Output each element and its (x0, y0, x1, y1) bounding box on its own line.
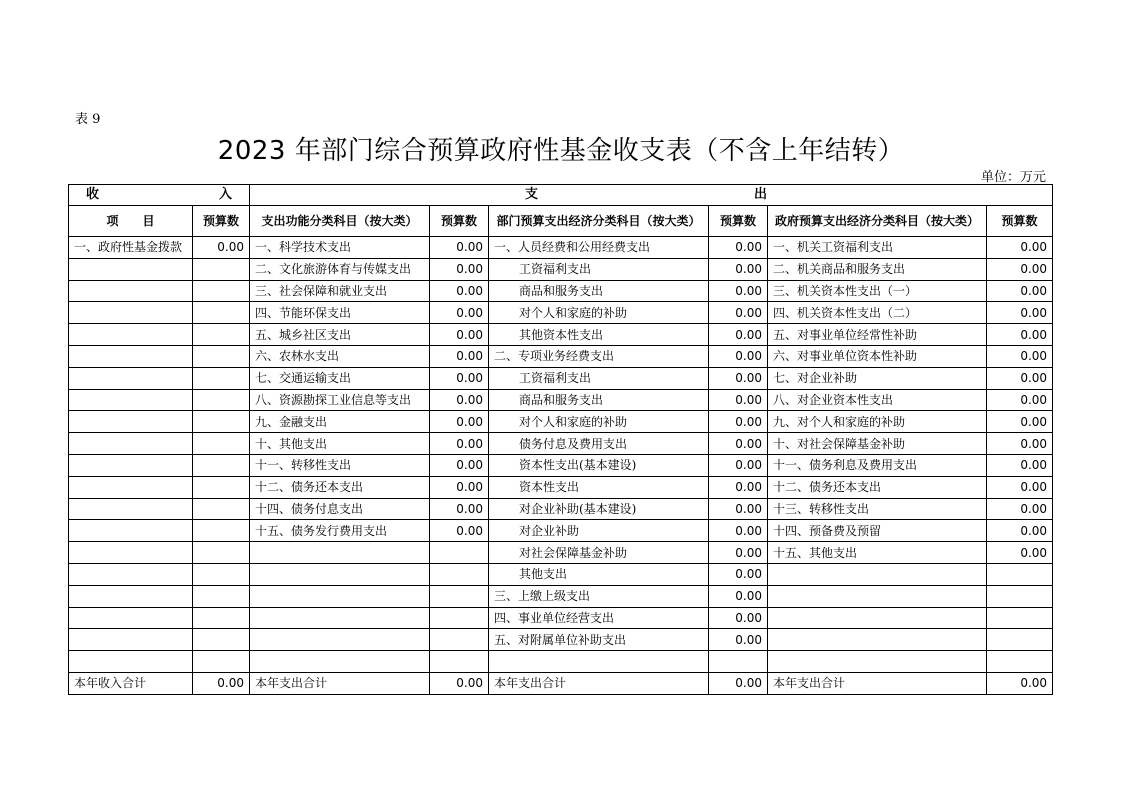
table-row (69, 389, 1053, 411)
income-value (193, 345, 250, 367)
dept-econ-item: 商品和服务支出 (489, 280, 709, 302)
gov-econ-item: 一、机关工资福利支出 (768, 237, 987, 259)
func-value: 0.00 (430, 476, 489, 498)
dept-econ-item (489, 651, 709, 673)
func-item: 四、节能环保支出 (250, 302, 430, 324)
table-row (69, 237, 1053, 259)
col-header-budget: 预算数 (709, 206, 768, 237)
income-item (69, 476, 193, 498)
col-header-func: 支出功能分类科目（按大类） (250, 206, 430, 237)
gov-econ-value: 0.00 (987, 258, 1053, 280)
dept-econ-value: 0.00 (709, 367, 768, 389)
dept-econ-value: 0.00 (709, 389, 768, 411)
gov-econ-item: 三、机关资本性支出（一） (768, 280, 987, 302)
func-item (250, 542, 430, 564)
func-item: 十五、债务发行费用支出 (250, 520, 430, 542)
func-item: 七、交通运输支出 (250, 367, 430, 389)
func-item: 二、文化旅游体育与传媒支出 (250, 258, 430, 280)
gov-econ-item (768, 651, 987, 673)
func-item: 一、科学技术支出 (250, 237, 430, 259)
func-item (250, 563, 430, 585)
dept-econ-item: 二、专项业务经费支出 (489, 345, 709, 367)
gov-econ-value (987, 585, 1053, 607)
income-value (193, 389, 250, 411)
total-dept-econ-item: 本年支出合计 (489, 672, 709, 694)
dept-econ-value: 0.00 (709, 629, 768, 651)
gov-econ-value: 0.00 (987, 280, 1053, 302)
gov-econ-value: 0.00 (987, 411, 1053, 433)
table-row (69, 324, 1053, 346)
table-row (69, 302, 1053, 324)
dept-econ-value: 0.00 (709, 563, 768, 585)
dept-econ-item: 商品和服务支出 (489, 389, 709, 411)
func-item (250, 585, 430, 607)
gov-econ-value: 0.00 (987, 345, 1053, 367)
func-value (430, 542, 489, 564)
table-row (69, 367, 1053, 389)
func-item: 五、城乡社区支出 (250, 324, 430, 346)
income-item: 一、政府性基金拨款 (69, 237, 193, 259)
gov-econ-item (768, 563, 987, 585)
income-item (69, 411, 193, 433)
total-func-item: 本年支出合计 (250, 672, 430, 694)
income-item (69, 607, 193, 629)
gov-econ-item: 五、对事业单位经常性补助 (768, 324, 987, 346)
expense-header-left: 支 (525, 187, 539, 202)
income-value (193, 258, 250, 280)
table-row (69, 542, 1053, 564)
dept-econ-value: 0.00 (709, 345, 768, 367)
income-item (69, 433, 193, 455)
dept-econ-item: 对社会保障基金补助 (489, 542, 709, 564)
income-header-left: 收 (86, 187, 100, 202)
income-value (193, 280, 250, 302)
dept-econ-value: 0.00 (709, 542, 768, 564)
func-value: 0.00 (430, 345, 489, 367)
dept-econ-value (709, 651, 768, 673)
header-row-sections (69, 185, 1053, 206)
gov-econ-item: 十、对社会保障基金补助 (768, 433, 987, 455)
dept-econ-item: 对个人和家庭的补助 (489, 411, 709, 433)
dept-econ-item: 债务付息及费用支出 (489, 433, 709, 455)
func-value: 0.00 (430, 324, 489, 346)
func-value: 0.00 (430, 302, 489, 324)
func-value: 0.00 (430, 367, 489, 389)
income-value (193, 498, 250, 520)
total-func-value: 0.00 (430, 672, 489, 694)
income-item (69, 563, 193, 585)
func-value: 0.00 (430, 433, 489, 455)
func-value: 0.00 (430, 411, 489, 433)
col-header-dept-econ: 部门预算支出经济分类科目（按大类） (489, 206, 709, 237)
table-row (69, 411, 1053, 433)
gov-econ-item: 十三、转移性支出 (768, 498, 987, 520)
income-value (193, 651, 250, 673)
income-value: 0.00 (193, 237, 250, 259)
dept-econ-item: 五、对附属单位补助支出 (489, 629, 709, 651)
dept-econ-item: 三、上缴上级支出 (489, 585, 709, 607)
dept-econ-item: 一、人员经费和公用经费支出 (489, 237, 709, 259)
gov-econ-value: 0.00 (987, 324, 1053, 346)
gov-econ-value: 0.00 (987, 498, 1053, 520)
table-row (69, 607, 1053, 629)
func-item: 六、农林水支出 (250, 345, 430, 367)
income-item (69, 629, 193, 651)
table-row (69, 563, 1053, 585)
dept-econ-item: 资本性支出(基本建设) (489, 454, 709, 476)
dept-econ-value: 0.00 (709, 280, 768, 302)
dept-econ-value: 0.00 (709, 237, 768, 259)
col-header-budget: 预算数 (193, 206, 250, 237)
income-value (193, 433, 250, 455)
gov-econ-item: 十一、债务利息及费用支出 (768, 454, 987, 476)
income-header-right: 入 (218, 187, 232, 202)
table-row (69, 454, 1053, 476)
func-item: 八、资源勘探工业信息等支出 (250, 389, 430, 411)
col-header-budget: 预算数 (987, 206, 1053, 237)
expense-section-header (250, 185, 1053, 206)
income-item (69, 389, 193, 411)
dept-econ-item: 资本性支出 (489, 476, 709, 498)
func-value: 0.00 (430, 389, 489, 411)
dept-econ-item: 其他资本性支出 (489, 324, 709, 346)
gov-econ-item: 六、对事业单位资本性补助 (768, 345, 987, 367)
gov-econ-value: 0.00 (987, 302, 1053, 324)
table-row (69, 433, 1053, 455)
gov-econ-item: 八、对企业资本性支出 (768, 389, 987, 411)
func-item: 九、金融支出 (250, 411, 430, 433)
dept-econ-item: 对企业补助 (489, 520, 709, 542)
income-item (69, 454, 193, 476)
income-section-header (69, 185, 250, 206)
table-row (69, 258, 1053, 280)
table-number: 表 9 (75, 112, 101, 127)
income-value (193, 302, 250, 324)
dept-econ-value: 0.00 (709, 520, 768, 542)
gov-econ-item: 四、机关资本性支出（二） (768, 302, 987, 324)
dept-econ-value: 0.00 (709, 433, 768, 455)
func-value (430, 607, 489, 629)
gov-econ-value: 0.00 (987, 433, 1053, 455)
func-value: 0.00 (430, 498, 489, 520)
gov-econ-value: 0.00 (987, 520, 1053, 542)
func-value (430, 651, 489, 673)
gov-econ-item (768, 629, 987, 651)
income-value (193, 324, 250, 346)
budget-table (68, 184, 1053, 695)
gov-econ-item: 十五、其他支出 (768, 542, 987, 564)
gov-econ-value: 0.00 (987, 542, 1053, 564)
func-value: 0.00 (430, 520, 489, 542)
expense-header-right: 出 (754, 187, 768, 202)
income-item (69, 542, 193, 564)
func-value: 0.00 (430, 280, 489, 302)
income-item (69, 258, 193, 280)
dept-econ-item: 四、事业单位经营支出 (489, 607, 709, 629)
gov-econ-item: 十四、预备费及预留 (768, 520, 987, 542)
dept-econ-item: 工资福利支出 (489, 258, 709, 280)
income-value (193, 585, 250, 607)
gov-econ-value (987, 651, 1053, 673)
income-value (193, 454, 250, 476)
gov-econ-value: 0.00 (987, 476, 1053, 498)
dept-econ-value: 0.00 (709, 585, 768, 607)
income-item (69, 498, 193, 520)
total-income-item: 本年收入合计 (69, 672, 193, 694)
dept-econ-value: 0.00 (709, 258, 768, 280)
gov-econ-value (987, 629, 1053, 651)
func-item: 十二、债务还本支出 (250, 476, 430, 498)
col-header-budget: 预算数 (430, 206, 489, 237)
income-value (193, 367, 250, 389)
func-value: 0.00 (430, 258, 489, 280)
func-item: 十、其他支出 (250, 433, 430, 455)
table-row (69, 498, 1053, 520)
income-value (193, 629, 250, 651)
income-value (193, 607, 250, 629)
dept-econ-item: 对企业补助(基本建设) (489, 498, 709, 520)
income-value (193, 563, 250, 585)
income-item (69, 280, 193, 302)
gov-econ-item (768, 607, 987, 629)
table-row (69, 629, 1053, 651)
income-item (69, 345, 193, 367)
gov-econ-item: 二、机关商品和服务支出 (768, 258, 987, 280)
table-row (69, 476, 1053, 498)
income-item (69, 324, 193, 346)
header-row-columns (69, 206, 1053, 237)
totals-row (69, 672, 1053, 694)
func-item (250, 651, 430, 673)
dept-econ-value: 0.00 (709, 454, 768, 476)
income-value (193, 411, 250, 433)
func-value (430, 585, 489, 607)
page-title: 2023 年部门综合预算政府性基金收支表（不含上年结转） (217, 136, 905, 166)
income-value (193, 476, 250, 498)
total-dept-econ-value: 0.00 (709, 672, 768, 694)
total-gov-econ-value: 0.00 (987, 672, 1053, 694)
col-header-item: 项 目 (69, 206, 193, 237)
func-item: 十四、债务付息支出 (250, 498, 430, 520)
col-header-gov-econ: 政府预算支出经济分类科目（按大类） (768, 206, 987, 237)
dept-econ-value: 0.00 (709, 302, 768, 324)
gov-econ-item: 九、对个人和家庭的补助 (768, 411, 987, 433)
dept-econ-value: 0.00 (709, 411, 768, 433)
table-row (69, 651, 1053, 673)
income-item (69, 367, 193, 389)
gov-econ-value: 0.00 (987, 367, 1053, 389)
dept-econ-item: 工资福利支出 (489, 367, 709, 389)
func-value (430, 629, 489, 651)
dept-econ-value: 0.00 (709, 324, 768, 346)
income-item (69, 585, 193, 607)
unit-label: 单位：万元 (980, 170, 1046, 185)
table-row (69, 280, 1053, 302)
func-item: 三、社会保障和就业支出 (250, 280, 430, 302)
gov-econ-item (768, 585, 987, 607)
income-item (69, 302, 193, 324)
gov-econ-value: 0.00 (987, 389, 1053, 411)
income-value (193, 542, 250, 564)
table-row (69, 520, 1053, 542)
func-value: 0.00 (430, 454, 489, 476)
gov-econ-value (987, 563, 1053, 585)
income-value (193, 520, 250, 542)
func-item (250, 629, 430, 651)
total-income-value: 0.00 (193, 672, 250, 694)
income-item (69, 651, 193, 673)
table-row (69, 585, 1053, 607)
income-item (69, 520, 193, 542)
gov-econ-item: 十二、债务还本支出 (768, 476, 987, 498)
gov-econ-item: 七、对企业补助 (768, 367, 987, 389)
table-row (69, 345, 1053, 367)
dept-econ-value: 0.00 (709, 476, 768, 498)
gov-econ-value: 0.00 (987, 237, 1053, 259)
func-item: 十一、转移性支出 (250, 454, 430, 476)
func-value (430, 563, 489, 585)
dept-econ-item: 其他支出 (489, 563, 709, 585)
gov-econ-value (987, 607, 1053, 629)
dept-econ-value: 0.00 (709, 498, 768, 520)
total-gov-econ-item: 本年支出合计 (768, 672, 987, 694)
dept-econ-value: 0.00 (709, 607, 768, 629)
dept-econ-item: 对个人和家庭的补助 (489, 302, 709, 324)
func-value: 0.00 (430, 237, 489, 259)
func-item (250, 607, 430, 629)
gov-econ-value: 0.00 (987, 454, 1053, 476)
